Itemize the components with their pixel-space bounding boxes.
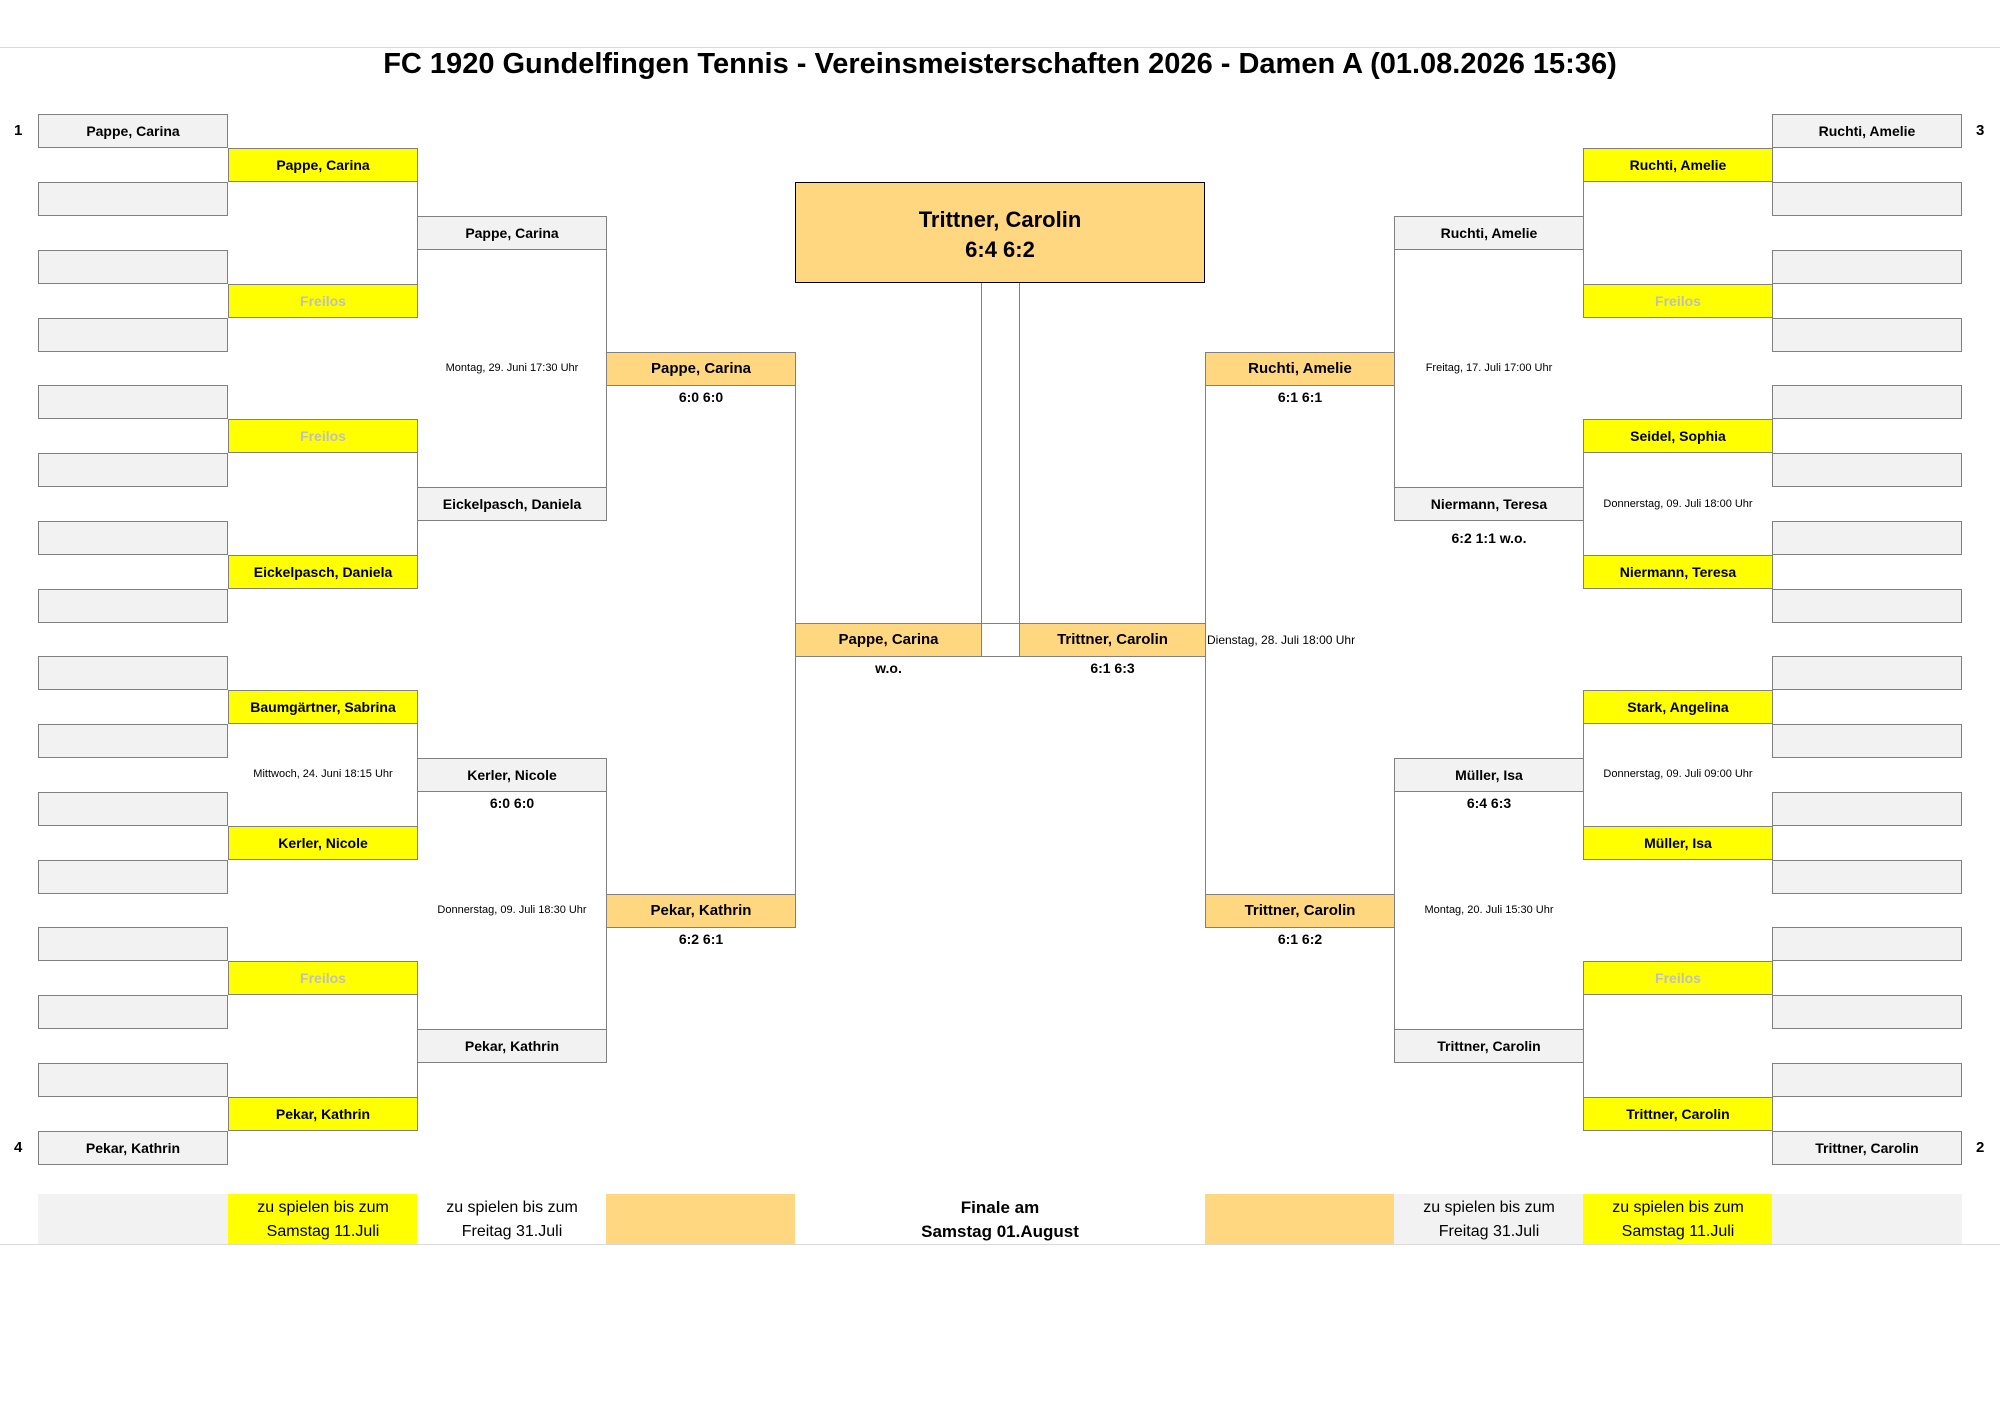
page-title: FC 1920 Gundelfingen Tennis - Vereinsmeisterschaften 2026 - Damen A (01.08.2026 15:36) — [383, 48, 1617, 80]
left-r2-slot-2[interactable]: Freilos — [228, 284, 418, 318]
semi-left-score: w.o. — [875, 660, 902, 676]
right-r1-slot-4[interactable] — [1772, 318, 1962, 352]
seed-3: 3 — [1976, 122, 1985, 139]
left-r1-slot-3[interactable] — [38, 250, 228, 284]
right-r2-slot-8[interactable]: Trittner, Carolin — [1583, 1097, 1773, 1131]
footer-left-orange — [606, 1194, 796, 1244]
right-r3-score-mueller: 6:4 6:3 — [1466, 795, 1512, 811]
right-r1-slot-6[interactable] — [1772, 453, 1962, 487]
left-r4-score-pekar: 6:2 6:1 — [678, 931, 724, 947]
right-r2-slot-2[interactable]: Freilos — [1583, 284, 1773, 318]
left-r4-slot-2[interactable]: Pekar, Kathrin — [606, 894, 796, 928]
left-r2-slot-5[interactable]: Baumgärtner, Sabrina — [228, 690, 418, 724]
right-r2-slot-4[interactable]: Niermann, Teresa — [1583, 555, 1773, 589]
left-r2-slot-7[interactable]: Freilos — [228, 961, 418, 995]
left-r2-slot-3[interactable]: Freilos — [228, 419, 418, 453]
left-r1-slot-9[interactable] — [38, 656, 228, 690]
left-r1-slot-5[interactable] — [38, 385, 228, 419]
right-r1-slot-13[interactable] — [1772, 927, 1962, 961]
right-date-3: Donnerstag, 09. Juli 09:00 Uhr — [1603, 768, 1753, 780]
right-r1-slot-16[interactable]: Trittner, Carolin — [1772, 1131, 1962, 1165]
left-r4-slot-1[interactable]: Pappe, Carina — [606, 352, 796, 386]
left-r1-slot-11[interactable] — [38, 792, 228, 826]
champion-score: 6:4 6:2 — [965, 237, 1035, 262]
seed-1: 1 — [14, 122, 23, 139]
footer-left-deadline-yellow: zu spielen bis zum Samstag 11.Juli — [228, 1194, 418, 1244]
right-r1-slot-3[interactable] — [1772, 250, 1962, 284]
left-r2-slot-8[interactable]: Pekar, Kathrin — [228, 1097, 418, 1131]
left-date-1: Montag, 29. Juni 17:30 Uhr — [445, 362, 579, 374]
left-r1-slot-6[interactable] — [38, 453, 228, 487]
footer-right-deadline-grey: zu spielen bis zum Freitag 31.Juli — [1394, 1194, 1584, 1244]
right-r1-slot-14[interactable] — [1772, 995, 1962, 1029]
left-date-2: Mittwoch, 24. Juni 18:15 Uhr — [253, 768, 393, 780]
right-r3-slot-3[interactable]: Müller, Isa — [1394, 758, 1584, 792]
right-r3-slot-2[interactable]: Niermann, Teresa — [1394, 487, 1584, 521]
right-r2-slot-5[interactable]: Stark, Angelina — [1583, 690, 1773, 724]
right-r1-slot-7[interactable] — [1772, 521, 1962, 555]
semi-gap-box — [981, 623, 1020, 657]
footer-grey-right-edge — [1772, 1194, 1962, 1244]
semi-right-box[interactable]: Trittner, Carolin — [1019, 623, 1206, 657]
right-date-4: Montag, 20. Juli 15:30 Uhr — [1424, 904, 1554, 916]
right-r1-slot-10[interactable] — [1772, 724, 1962, 758]
left-r1-slot-15[interactable] — [38, 1063, 228, 1097]
footer-grey-left-edge — [38, 1194, 228, 1244]
semi-left-box[interactable]: Pappe, Carina — [795, 623, 982, 657]
right-r4-score-trittner: 6:1 6:2 — [1277, 931, 1323, 947]
left-r1-slot-1[interactable]: Pappe, Carina — [38, 114, 228, 148]
left-r3-score-kerler: 6:0 6:0 — [489, 795, 535, 811]
right-date-2: Donnerstag, 09. Juli 18:00 Uhr — [1603, 498, 1753, 510]
left-r1-slot-10[interactable] — [38, 724, 228, 758]
right-r1-slot-1[interactable]: Ruchti, Amelie — [1772, 114, 1962, 148]
right-r1-slot-12[interactable] — [1772, 860, 1962, 894]
right-date-1: Freitag, 17. Juli 17:00 Uhr — [1425, 362, 1553, 374]
right-r1-slot-15[interactable] — [1772, 1063, 1962, 1097]
left-r1-slot-16[interactable]: Pekar, Kathrin — [38, 1131, 228, 1165]
footer-left-deadline-grey: zu spielen bis zum Freitag 31.Juli — [417, 1194, 607, 1244]
left-r1-slot-2[interactable] — [38, 182, 228, 216]
left-r3-slot-1[interactable]: Pappe, Carina — [417, 216, 607, 250]
semi-right-tick — [1205, 690, 1206, 758]
right-r2-slot-1[interactable]: Ruchti, Amelie — [1583, 148, 1773, 182]
semi-date: Dienstag, 28. Juli 18:00 Uhr — [1207, 633, 1356, 647]
champion-name: Trittner, Carolin — [918, 207, 1082, 232]
champion-box — [795, 182, 1205, 283]
right-r1-slot-5[interactable] — [1772, 385, 1962, 419]
right-r3-slot-4[interactable]: Trittner, Carolin — [1394, 1029, 1584, 1063]
right-r1-slot-9[interactable] — [1772, 656, 1962, 690]
left-r1-slot-7[interactable] — [38, 521, 228, 555]
right-r1-slot-8[interactable] — [1772, 589, 1962, 623]
footer-final-date: Finale am Samstag 01.August — [795, 1194, 1205, 1244]
final-stem-right — [1019, 283, 1020, 623]
left-r1-slot-8[interactable] — [38, 589, 228, 623]
left-r3-slot-2[interactable]: Eickelpasch, Daniela — [417, 487, 607, 521]
left-r3-slot-4[interactable]: Pekar, Kathrin — [417, 1029, 607, 1063]
left-r3-slot-3[interactable]: Kerler, Nicole — [417, 758, 607, 792]
right-r4-score-ruchti: 6:1 6:1 — [1277, 389, 1323, 405]
left-r1-slot-14[interactable] — [38, 995, 228, 1029]
semi-right-score: 6:1 6:3 — [1090, 660, 1135, 676]
seed-2: 2 — [1976, 1139, 1985, 1156]
right-r1-slot-11[interactable] — [1772, 792, 1962, 826]
left-r1-slot-13[interactable] — [38, 927, 228, 961]
left-r2-slot-4[interactable]: Eickelpasch, Daniela — [228, 555, 418, 589]
right-r2-slot-3[interactable]: Seidel, Sophia — [1583, 419, 1773, 453]
footer-right-orange — [1205, 1194, 1395, 1244]
right-r3-slot-1[interactable]: Ruchti, Amelie — [1394, 216, 1584, 250]
left-r2-slot-6[interactable]: Kerler, Nicole — [228, 826, 418, 860]
left-date-3: Donnerstag, 09. Juli 18:30 Uhr — [437, 904, 587, 916]
right-r4-slot-1[interactable]: Ruchti, Amelie — [1205, 352, 1395, 386]
right-r2-slot-6[interactable]: Müller, Isa — [1583, 826, 1773, 860]
right-r4-slot-2[interactable]: Trittner, Carolin — [1205, 894, 1395, 928]
left-r1-slot-12[interactable] — [38, 860, 228, 894]
right-r1-slot-2[interactable] — [1772, 182, 1962, 216]
seed-4: 4 — [14, 1139, 23, 1156]
right-r3-score-niermann: 6:2 1:1 w.o. — [1451, 530, 1527, 546]
left-r2-slot-1[interactable]: Pappe, Carina — [228, 148, 418, 182]
final-stem-left — [981, 283, 982, 623]
bottom-rule — [0, 1244, 2000, 1245]
right-r2-slot-7[interactable]: Freilos — [1583, 961, 1773, 995]
left-r4-score-pappe: 6:0 6:0 — [678, 389, 724, 405]
footer-right-deadline-yellow: zu spielen bis zum Samstag 11.Juli — [1583, 1194, 1773, 1244]
left-r1-slot-4[interactable] — [38, 318, 228, 352]
